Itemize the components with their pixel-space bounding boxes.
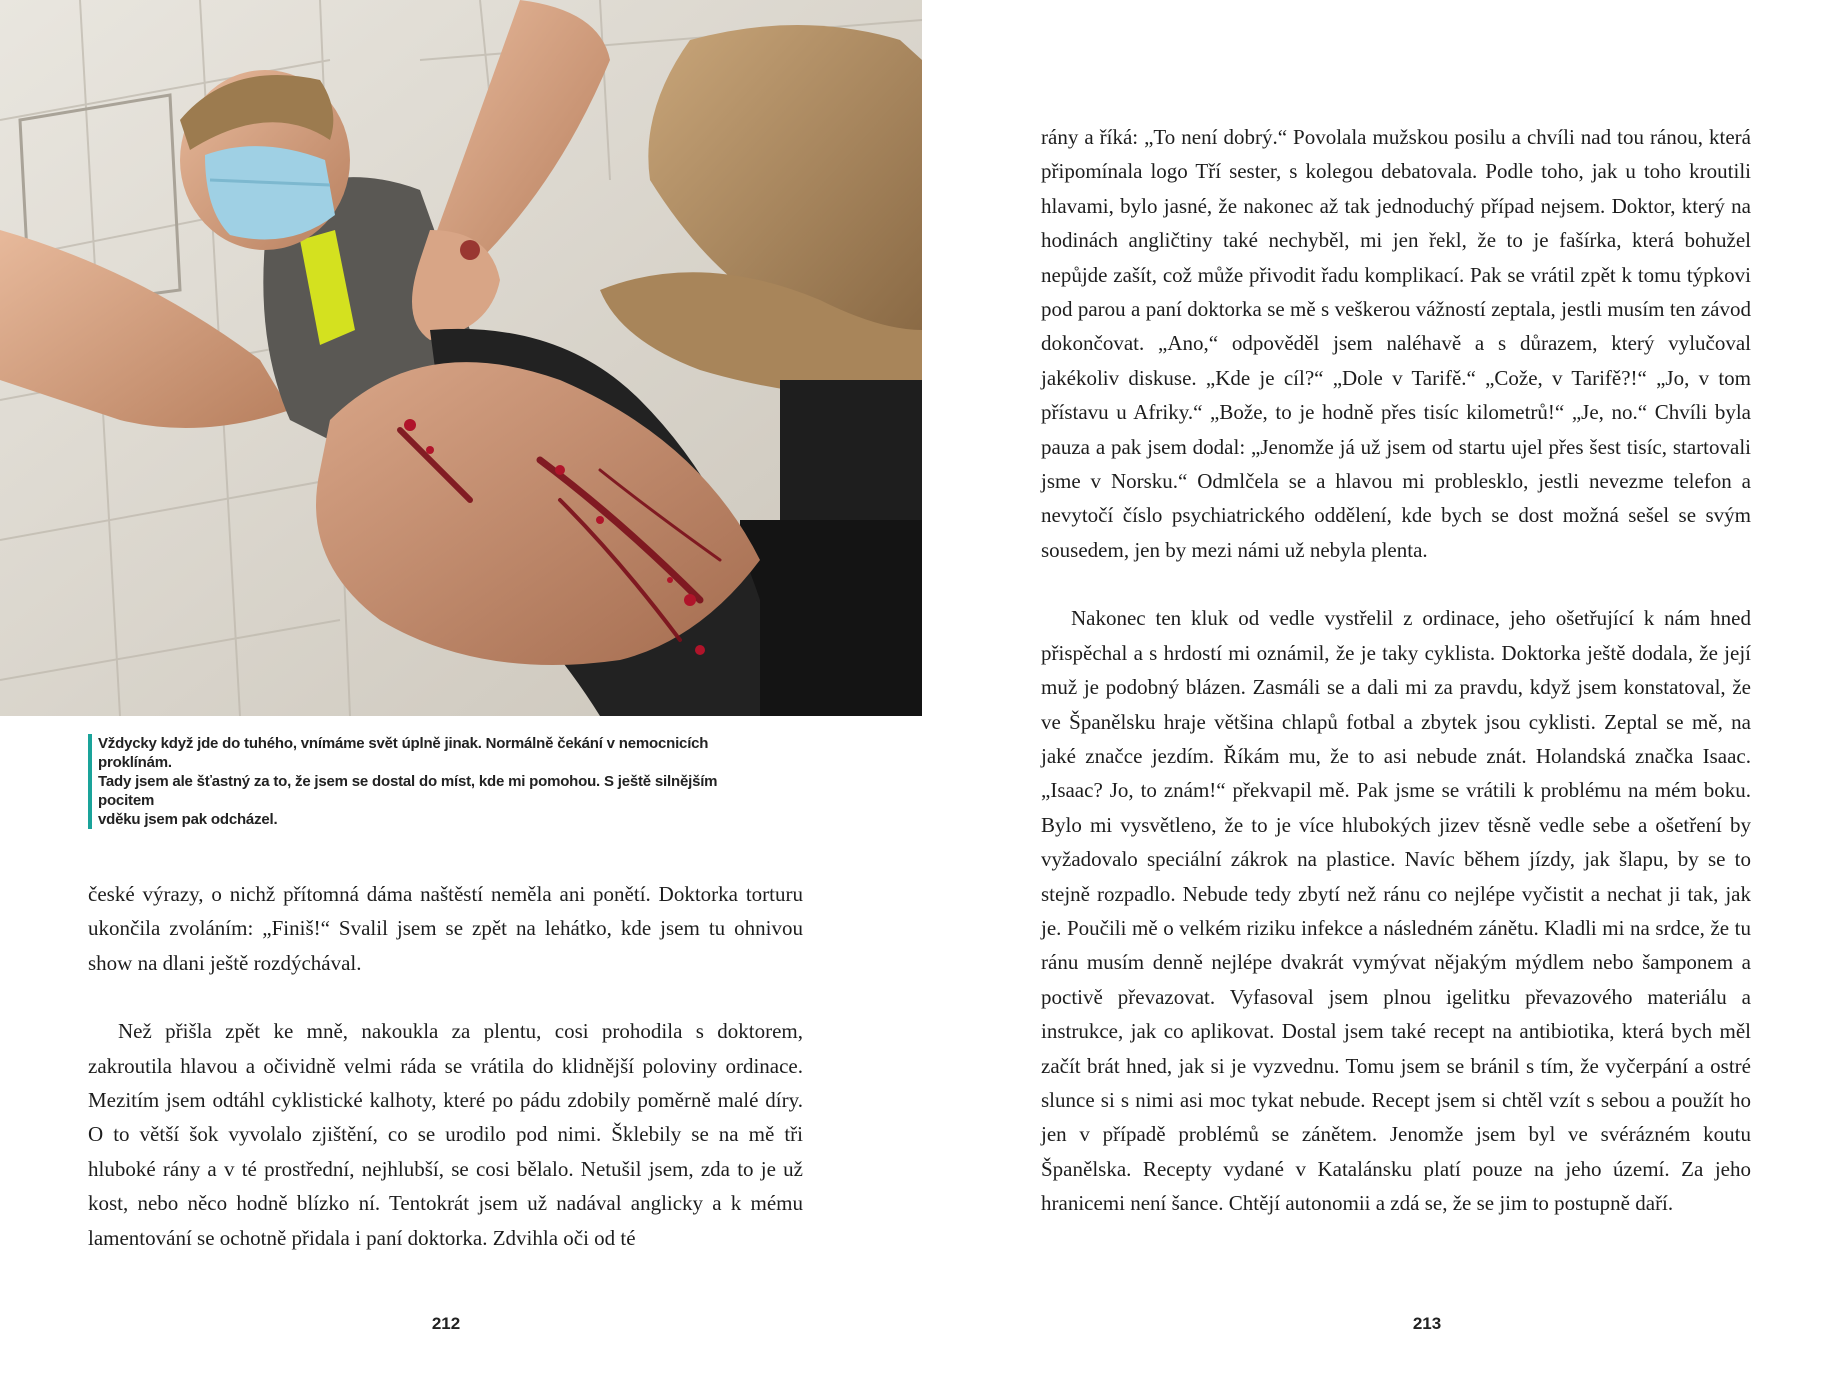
- paragraph: Nakonec ten kluk od vedle vystřelil z ordinace, jeho ošetřující k nám hned přispěchal a s hrdostí mi oznámil, že je taky cyklista. Doktorka ještě dodala, že její muž je podobný blázen. Zasmáli se a dali mi za pravdu, když jsem konstatoval, že ve Španělsku hraje většina chlapů fotbal a zbytek jsou cyklisti. Zeptal se mě, na jaké značce jezdím. Říkám mu, že to asi nebude znát. Holandská značka Isaac. „Isaac? Jo, to znám!“ překvapil mě. Pak jsme se vrátili k problému na mém boku. Bylo mi vysvětleno, že to je více hlubokých jizev těsně vedle sebe a ošetření by vyžadovalo speciální zákrok na plastice. Navíc během jízdy, jak šlapu, by se to stejně rozpadlo. Nebude tedy zbytí než ránu co nejlépe vyčistit a nechat ji tak, jak je. Poučili mě o velkém riziku infekce a následném zánětu. Kladli mi na srdce, že tu ránu musím denně nejlépe dvakrát vymývat nějakým mýdlem nebo šamponem a poctivě převazovat. Vyfasoval jsem plnou igelitku převazového materiálu a instrukce, jak co aplikovat. Dostal jsem také recept na antibiotika, která bych měl začít brát hned, jak si je vyzvednu. Tomu jsem se bránil s tím, že vyčerpání a ostré slunce si s nimi asi moc tykat nebude. Recept jsem si chtěl vzít s sebou a použít ho jen v případě problémů se zánětem. Jenomže jsem byl ve svérázném koutu Španělska. Recepty vydané v Katalánsku platí pouze na jeho území. Za jeho hranicemi není šance. Chtějí autonomii a zdá se, že se jim to postupně daří.: [1041, 606, 1751, 1216]
- caption-line: Tady jsem ale šťastný za to, že jsem se dostal do míst, kde mi pomohou. S ještě silnějším pocitem: [98, 773, 718, 809]
- right-page: [922, 0, 1831, 1388]
- paragraph: Než přišla zpět ke mně, nakoukla za plentu, cosi prohodila s doktorem, zakroutila hlavou a očividně velmi ráda se vrátila do klidnější poloviny ordinace. Mezitím jsem odtáhl cyklistické kalhoty, které po pádu zdobily poměrně malé díry. O to větší šok vyvolalo zjištění, co se urodilo pod nimi. Šklebily se na mě tři hluboké rány a v té prostřední, nejhlubší, se cosi bělalo. Netušil jsem, zda to je už kost, nebo něco hodně blízko ní. Tentokrát jsem už nadával anglicky a k mému lamentování se ochotně přidala i paní doktorka. Zdvihla oči od té: [88, 1019, 803, 1250]
- caption-line: Vždycky když jde do tuhého, vnímáme svět úplně jinak. Normálně čekání v nemocnicích proklínám.: [98, 735, 709, 771]
- paragraph-gap: [88, 980, 803, 1014]
- paragraph-gap: [1041, 567, 1751, 601]
- page-number: 212: [431, 1314, 461, 1333]
- paragraph: české výrazy, o nichž přítomná dáma naštěstí neměla ani ponětí. Doktorka torturu ukončila zvoláním: „Finiš!“ Svalil jsem se zpět na lehátko, kde jsem tu ohnivou show na dlani ještě rozdýchával.: [88, 882, 803, 975]
- injury-photo: [0, 0, 922, 716]
- photo-caption: [88, 734, 758, 829]
- paragraph: rány a říká: „To není dobrý.“ Povolala mužskou posilu a chvíli nad tou ránou, která připomínala logo Tří sester, s kolegou debatovala. Podle toho, jak u toho kroutili hlavami, bylo jasné, že nakonec až tak jednoduchý případ nejsem. Doktor, který na hodinách angličtiny také nechyběl, mi jen řekl, že to je fašírka, která bohužel nepůjde zašít, což může přivodit řadu komplikací. Pak se vrátil zpět k tomu týpkovi pod parou a paní doktorka se mě s veškerou vážností zeptala, jestli musím ten závod dokončovat. „Ano,“ odpověděl jsem naléhavě a s důrazem, který vylučoval jakékoliv diskuse. „Kde je cíl?“ „Dole v Tarifě.“ „Cože, v Tarifě?!“ „Jo, v tom přístavu u Afriky.“ „Bože, to je hodně přes tisíc kilometrů!“ „Je, no.“ Chvíli byla pauza a pak jsem dodal: „Jenomže já už jsem od startu ujel přes šest tisíc, startovali jsme v Norsku.“ Odmlčela se a hlavou mi problesklo, jestli nevezme telefon a nevytočí číslo psychiatrického oddělení, kde bych se dost možná sešel se svým sousedem, jen by mezi námi už nebyla plenta.: [1041, 125, 1751, 562]
- page-number: 213: [1412, 1314, 1442, 1333]
- right-body-text: [1041, 120, 1751, 1221]
- injury-photo-illustration: [0, 0, 922, 716]
- caption-line: vděku jsem pak odcházel.: [98, 811, 278, 828]
- left-body-text: [88, 877, 803, 1255]
